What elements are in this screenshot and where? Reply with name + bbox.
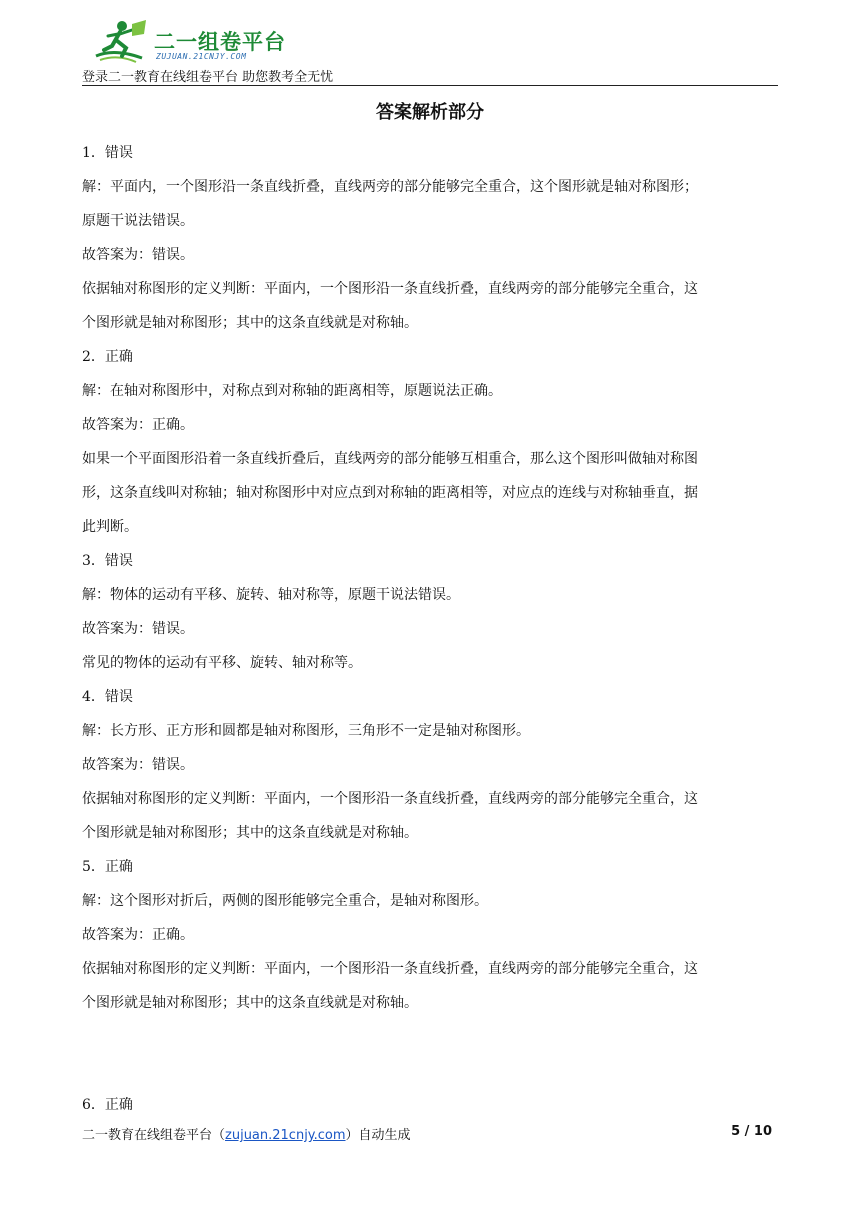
answer-line: 故答案为：错误。 bbox=[82, 247, 194, 263]
answer-line: 故答案为：错误。 bbox=[82, 757, 194, 773]
answer-heading: 1．错误 bbox=[82, 145, 133, 161]
answer-line: 形，这条直线叫对称轴；轴对称图形中对应点到对称轴的距离相等，对应点的连线与对称轴垂直，据 bbox=[82, 485, 698, 501]
page-footer bbox=[82, 1124, 772, 1143]
page-number: 5 / 10 bbox=[731, 1124, 772, 1139]
answer-item-3 bbox=[82, 544, 782, 680]
logo-text: 二一组卷平台 bbox=[154, 30, 286, 54]
answer-line: 原题干说法错误。 bbox=[82, 213, 194, 229]
spacer bbox=[82, 1020, 782, 1088]
answer-line: 个图形就是轴对称图形；其中的这条直线就是对称轴。 bbox=[82, 315, 418, 331]
answer-line: 故答案为：正确。 bbox=[82, 927, 194, 943]
answer-line: 个图形就是轴对称图形；其中的这条直线就是对称轴。 bbox=[82, 825, 418, 841]
page-header bbox=[82, 14, 778, 86]
answer-heading: 3．错误 bbox=[82, 553, 133, 569]
logo-subtitle: ZUJUAN.21CNJY.COM bbox=[156, 52, 247, 61]
answer-heading: 5．正确 bbox=[82, 859, 133, 875]
answer-heading: 6．正确 bbox=[82, 1097, 133, 1113]
footer-prefix: 二一教育在线组卷平台（ bbox=[82, 1128, 226, 1143]
answer-item-6 bbox=[82, 1088, 782, 1122]
answer-line: 如果一个平面图形沿着一条直线折叠后，直线两旁的部分能够互相重合，那么这个图形叫做轴对称图 bbox=[82, 451, 698, 467]
answer-item-4 bbox=[82, 680, 782, 850]
answer-heading: 2．正确 bbox=[82, 349, 133, 365]
answer-line: 解：这个图形对折后，两侧的图形能够完全重合，是轴对称图形。 bbox=[82, 893, 488, 909]
answer-line: 解：长方形、正方形和圆都是轴对称图形，三角形不一定是轴对称图形。 bbox=[82, 723, 530, 739]
logo bbox=[92, 18, 292, 64]
answer-line: 故答案为：错误。 bbox=[82, 621, 194, 637]
answer-content bbox=[82, 136, 782, 1122]
answer-line: 依据轴对称图形的定义判断：平面内，一个图形沿一条直线折叠，直线两旁的部分能够完全重合，这 bbox=[82, 791, 698, 807]
header-tagline: 登录二一教育在线组卷平台 助您教考全无忧 bbox=[82, 70, 334, 85]
answer-line: 故答案为：正确。 bbox=[82, 417, 194, 433]
answer-line: 依据轴对称图形的定义判断：平面内，一个图形沿一条直线折叠，直线两旁的部分能够完全重合，这 bbox=[82, 281, 698, 297]
answer-line: 解：物体的运动有平移、旋转、轴对称等，原题干说法错误。 bbox=[82, 587, 460, 603]
answer-item-5 bbox=[82, 850, 782, 1020]
running-figure-icon bbox=[92, 18, 152, 64]
page-title: 答案解析部分 bbox=[376, 102, 484, 123]
answer-heading: 4．错误 bbox=[82, 689, 133, 705]
answer-item-1 bbox=[82, 136, 782, 340]
header-divider bbox=[82, 85, 778, 86]
footer-link[interactable]: zujuan.21cnjy.com bbox=[225, 1128, 346, 1143]
answer-line: 解：在轴对称图形中，对称点到对称轴的距离相等，原题说法正确。 bbox=[82, 383, 502, 399]
footer-suffix: ）自动生成 bbox=[345, 1128, 411, 1143]
answer-item-2 bbox=[82, 340, 782, 544]
answer-line: 个图形就是轴对称图形；其中的这条直线就是对称轴。 bbox=[82, 995, 418, 1011]
answer-line: 依据轴对称图形的定义判断：平面内，一个图形沿一条直线折叠，直线两旁的部分能够完全重合，这 bbox=[82, 961, 698, 977]
answer-line: 解：平面内，一个图形沿一条直线折叠，直线两旁的部分能够完全重合，这个图形就是轴对称图形； bbox=[82, 179, 698, 195]
answer-line: 常见的物体的运动有平移、旋转、轴对称等。 bbox=[82, 655, 362, 671]
answer-line: 此判断。 bbox=[82, 519, 138, 535]
